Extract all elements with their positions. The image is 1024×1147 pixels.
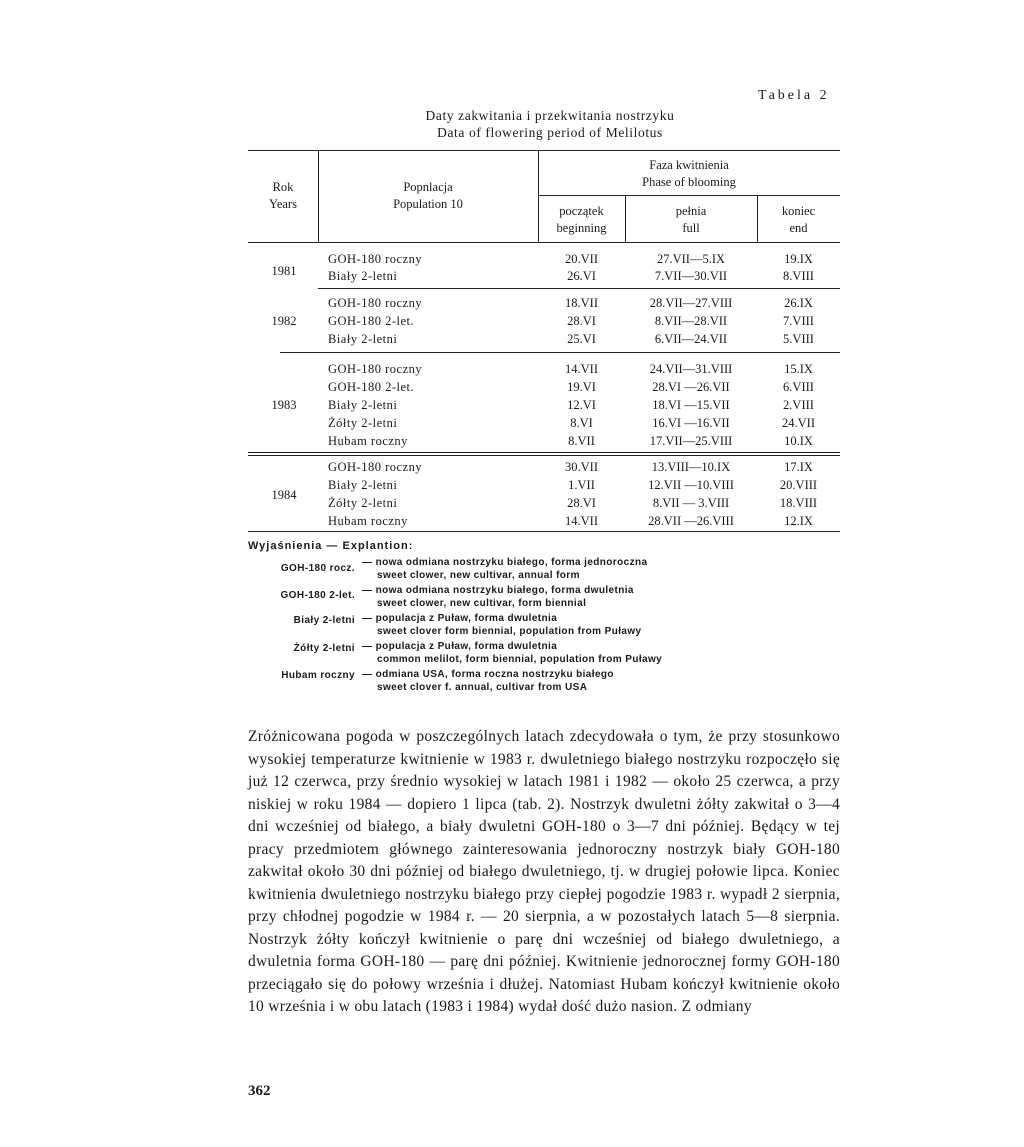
header-end: koniec end — [781, 204, 816, 235]
table-cell-population: Żółty 2-letni — [328, 496, 398, 510]
phase-subrule — [538, 195, 840, 196]
table-cell-population: Hubam roczny — [328, 434, 408, 448]
explanation-desc: — odmiana USA, forma roczna nostrzyku białego sweet clover f. annual, cultivar from USA — [362, 669, 614, 693]
table-caption-pl: Daty zakwitania i przekwitania nostrzyku — [425, 108, 675, 123]
table-cell-start: 8.VI — [570, 416, 593, 430]
year-cell: 1981 — [271, 264, 297, 278]
table-cell-full: 6.VII—24.VII — [654, 332, 728, 346]
table-cell-start: 26.VI — [567, 269, 596, 283]
table-cell-population: Biały 2-letni — [328, 398, 398, 412]
table-cell-full: 8.VII—28.VII — [654, 314, 728, 328]
table-cell-full: 12.VII —10.VIII — [648, 478, 734, 492]
table-cell-end: 18.VIII — [779, 496, 818, 510]
year-cell: 1982 — [271, 314, 297, 328]
table-cell-start: 8.VII — [568, 434, 595, 448]
table-cell-population: Biały 2-letni — [328, 269, 398, 283]
page-number: 362 — [248, 1083, 271, 1099]
table-cell-start: 14.VII — [565, 362, 598, 376]
table-top-rule — [248, 150, 840, 151]
header-start: początek beginning — [556, 204, 607, 235]
table-cell-start: 18.VII — [565, 296, 598, 310]
explanation-desc: — populacja z Puław, forma dwuletnia sweet clover form biennial, population from Puławy — [362, 613, 642, 637]
table-cell-end: 2.VIII — [783, 398, 814, 412]
explanations-title: Wyjaśnienia — Explantion: — [248, 540, 414, 552]
paragraph-text: Zróżnicowana pogoda w poszczególnych latach zdecydowała o tym, że przy stosunkowo wysokiej temperaturze kwitnienie w 1983 r. dwuletniego białego nostrzyku rozpoczęło się już 12 czerwca, przy średnio wysokiej w latach 1981 i 1982 — około 25 czerwca, a przy niskiej w roku 1984 — dopiero 1 lipca (tab. 2). Nostrzyk dwuletni żółty zakwitał o 3—4 dni wcześniej od białego, a biały dwuletni GOH-180 o 3—7 dni później. Będący w tej pracy przedmiotem głównego zainteresowania jednoroczny nostrzyk biały GOH-180 zakwitał około 30 dni później od białego dwuletniego, tj. w drugiej połowie lipca. Koniec kwitnienia dwuletniego nostrzyku białego przy ciepłej pogodzie 1983 r. wypadł 2 sierpnia, przy chłodnej pogodzie w 1984 r. — 20 sierpnia, a w pozostałych latach 5—8 sierpnia. Nostrzyk żółty kończył kwitnienie o parę dni wcześniej od białego dwuletniego, a dwuletnia forma GOH-180 — parę dni później. Kwitnienie jednorocznej formy GOH-180 przeciągało się do połowy września i dłużej. Natomiast Hubam kończył kwitnienie około 10 września i w obu latach (1983 i 1984) wydał dość dużo nasion. Z odmiany — [248, 728, 840, 1015]
header-year: Rok Years — [269, 180, 297, 211]
explanation-term: GOH-180 2-let. — [280, 590, 355, 601]
year-cell: 1983 — [271, 398, 297, 412]
table-cell-start: 12.VI — [567, 398, 596, 412]
explanation-term: Biały 2-letni — [293, 615, 355, 626]
table-cell-full: 7.VII—30.VII — [654, 269, 728, 283]
explanation-term: GOH-180 rocz. — [280, 563, 355, 574]
table-cell-full: 16.VI —16.VII — [652, 416, 730, 430]
table-cell-population: Hubam roczny — [328, 514, 408, 528]
table-cell-full: 18.VI —15.VII — [652, 398, 730, 412]
table-cell-start: 28.VI — [567, 496, 596, 510]
explanation-desc: — nowa odmiana nostrzyku białego, forma dwuletnia sweet clower, new cultivar, form biennial — [362, 585, 634, 609]
table-cell-population: GOH-180 roczny — [328, 296, 423, 310]
table-cell-full: 8.VII — 3.VIII — [652, 496, 730, 510]
table-cell-full: 28.VII—27.VIII — [649, 296, 733, 310]
table-cell-full: 28.VI —26.VII — [652, 380, 730, 394]
table-cell-population: GOH-180 roczny — [328, 460, 423, 474]
group-rule-2 — [280, 352, 840, 353]
table-cell-population: GOH-180 roczny — [328, 362, 423, 376]
table-cell-population: GOH-180 roczny — [328, 252, 423, 266]
table-cell-end: 26.IX — [784, 296, 813, 310]
table-cell-start: 30.VII — [565, 460, 598, 474]
table-cell-start: 19.VI — [567, 380, 596, 394]
table-cell-population: GOH-180 2-let. — [328, 314, 415, 328]
table-cell-population: Biały 2-letni — [328, 478, 398, 492]
table-cell-population: GOH-180 2-let. — [328, 380, 415, 394]
header-bottom-rule — [248, 242, 840, 243]
table-cell-population: Biały 2-letni — [328, 332, 398, 346]
table-cell-start: 25.VI — [567, 332, 596, 346]
group-rule-3b — [248, 455, 840, 456]
header-full: pełnia full — [675, 204, 707, 235]
table-bottom-rule — [248, 531, 840, 532]
table-cell-end: 20.VIII — [779, 478, 818, 492]
table-cell-end: 7.VIII — [783, 314, 814, 328]
table-cell-end: 10.IX — [784, 434, 813, 448]
table-cell-full: 28.VII —26.VIII — [648, 514, 734, 528]
table-cell-start: 14.VII — [565, 514, 598, 528]
table-cell-full: 27.VII—5.IX — [656, 252, 726, 266]
table-cell-end: 8.VIII — [783, 269, 814, 283]
year-cell: 1984 — [271, 488, 297, 502]
table-cell-start: 20.VII — [565, 252, 598, 266]
table-cell-end: 6.VIII — [783, 380, 814, 394]
table-cell-end: 12.IX — [784, 514, 813, 528]
explanation-desc: — nowa odmiana nostrzyku białego, forma jednoroczna sweet clower, new cultivar, annual form — [362, 557, 648, 581]
explanation-term: Żółty 2-letni — [293, 643, 355, 654]
table-cell-end: 5.VIII — [783, 332, 814, 346]
body-paragraph — [248, 726, 840, 1019]
table-cell-end: 24.VII — [782, 416, 815, 430]
table-cell-end: 17.IX — [784, 460, 813, 474]
group-rule-3 — [248, 452, 840, 453]
table-cell-full: 13.VIII—10.IX — [651, 460, 731, 474]
table-cell-full: 24.VII—31.VIII — [649, 362, 733, 376]
header-phase: Faza kwitnienia Phase of blooming — [642, 158, 736, 189]
table-cell-population: Żółty 2-letni — [328, 416, 398, 430]
table-label: Tabela 2 — [758, 88, 830, 103]
table-cell-end: 19.IX — [784, 252, 813, 266]
table-cell-full: 17.VII—25.VIII — [649, 434, 733, 448]
header-population: Popnlacja Population 10 — [393, 180, 463, 211]
group-rule-1 — [318, 288, 840, 289]
explanation-term: Hubam roczny — [281, 670, 355, 681]
table-cell-start: 28.VI — [567, 314, 596, 328]
explanation-desc: — populacja z Puław, forma dwuletnia common melilot, form biennial, population from Puławy — [362, 641, 663, 665]
table-caption-en: Data of flowering period of Melilotus — [437, 125, 663, 140]
table-cell-end: 15.IX — [784, 362, 813, 376]
table-cell-start: 1.VII — [568, 478, 595, 492]
